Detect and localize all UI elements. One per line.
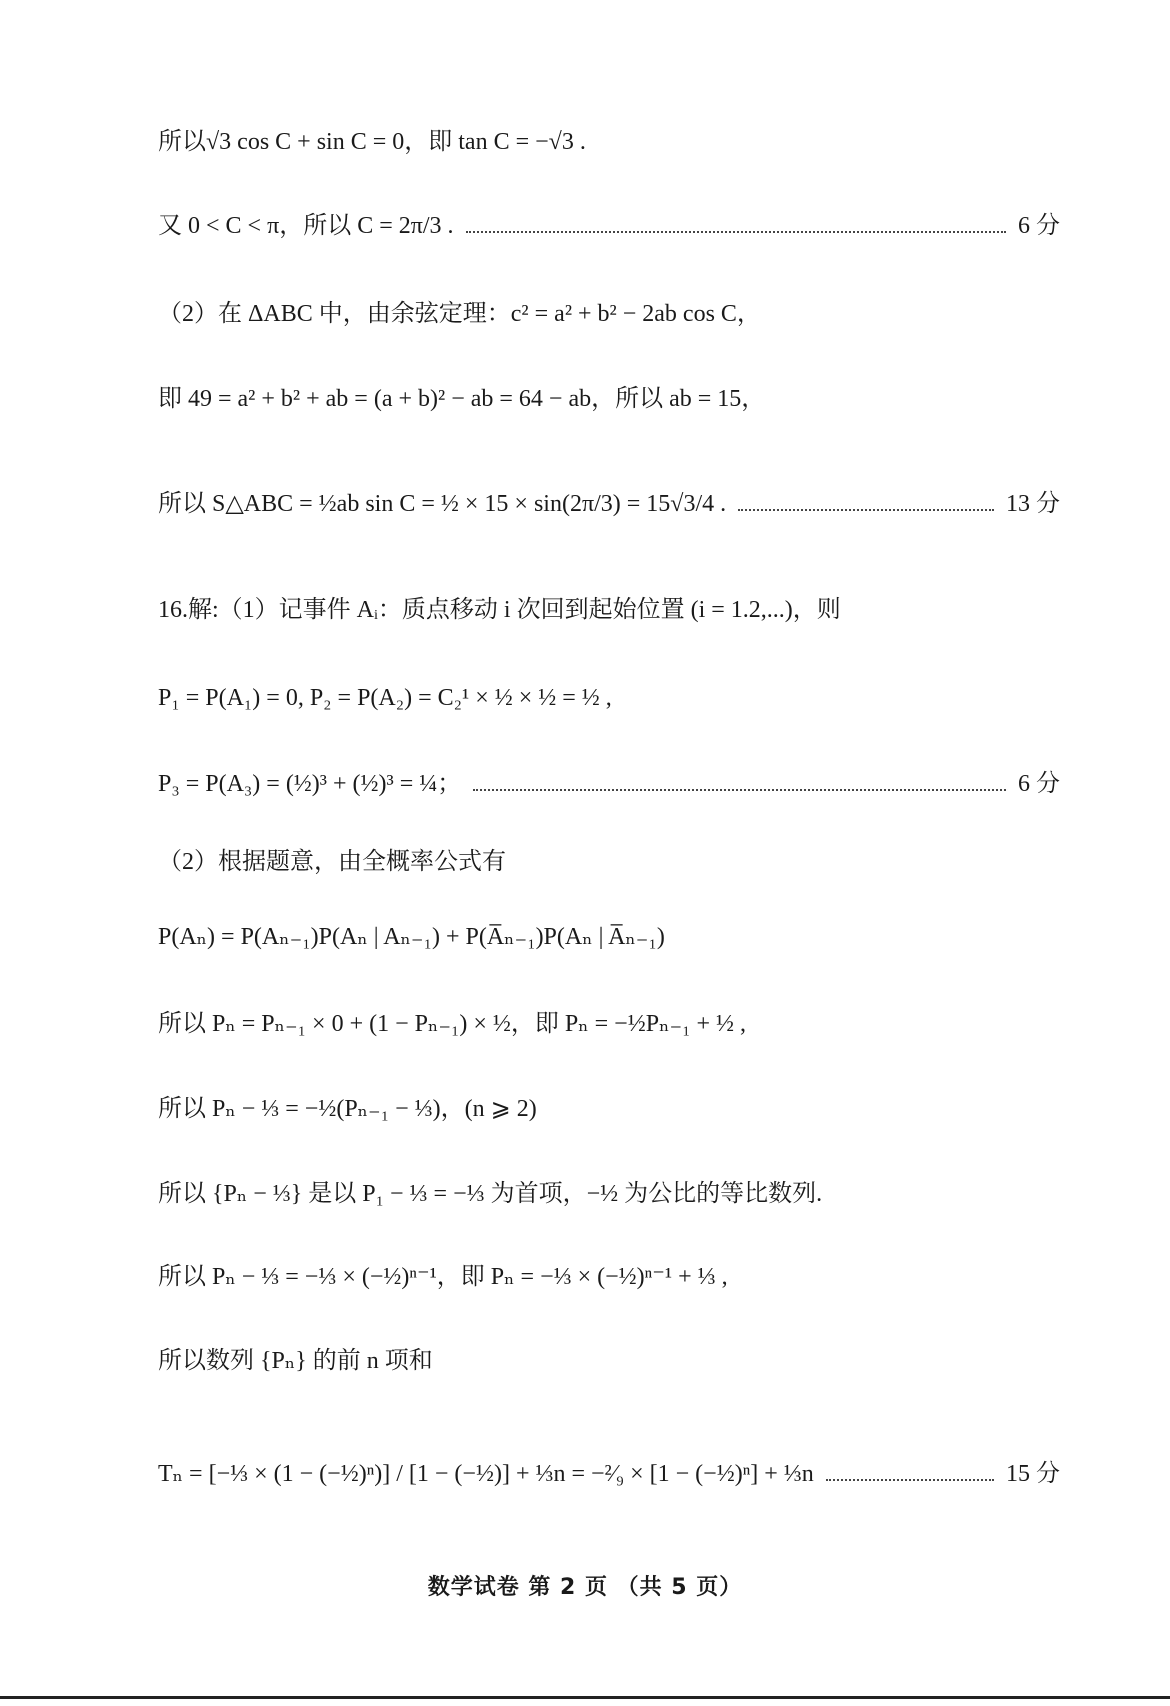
solution-line-9	[158, 848, 1060, 877]
line-text: P₁ = P(A₁) = 0, P₂ = P(A₂) = C₂¹ × ½ × ½ = ½ ,	[158, 685, 612, 711]
line-text: 又 0 < C < π，所以 C = 2π/3 .	[158, 213, 454, 239]
solution-line-11	[158, 1010, 1060, 1039]
solution-line-7	[158, 684, 1060, 713]
solution-line-13	[158, 1180, 1060, 1209]
line-text: 所以 Pₙ − ⅓ = −½(Pₙ₋₁ − ⅓)，(n ⩾ 2)	[158, 1096, 537, 1122]
line-text: 16.解:（1）记事件 Aᵢ：质点移动 i 次回到起始位置 (i = 1.2,...)，则	[158, 597, 841, 623]
line-text: 所以√3 cos C + sin C = 0，即 tan C = −√3 .	[158, 129, 586, 155]
score-label: 13 分	[1006, 491, 1060, 517]
solution-line-8	[158, 770, 1060, 799]
line-text: 所以 {Pₙ − ⅓} 是以 P₁ − ⅓ = −⅓ 为首项，−½ 为公比的等比数列.	[158, 1181, 823, 1207]
page-footer: 数学试卷 第 2 页 （共 5 页）	[427, 1575, 743, 1600]
line-text: Tₙ = [−⅓ × (1 − (−½)ⁿ)] / [1 − (−½)] + ⅓n = −²⁄₉ × [1 − (−½)ⁿ] + ⅓n	[158, 1461, 814, 1487]
line-text: 所以 S△ABC = ½ab sin C = ½ × 15 × sin(2π/3) = 15√3/4 .	[158, 491, 727, 517]
solution-line-10	[158, 923, 1060, 952]
line-text: （2）在 ΔABC 中，由余弦定理：c² = a² + b² − 2ab cos C，	[158, 301, 761, 327]
line-text: 所以 Pₙ − ⅓ = −⅓ × (−½)ⁿ⁻¹，即 Pₙ = −⅓ × (−½)ⁿ⁻¹ + ⅓ ,	[158, 1264, 728, 1290]
dotted-leader	[466, 231, 1006, 233]
line-text: 所以数列 {Pₙ} 的前 n 项和	[158, 1348, 433, 1374]
dotted-leader	[826, 1479, 994, 1481]
solution-line-2	[158, 212, 1060, 241]
solution-line-14	[158, 1263, 1060, 1292]
solution-line-6	[158, 596, 1060, 625]
solution-line-15	[158, 1347, 1060, 1376]
solution-line-16	[158, 1460, 1060, 1489]
line-text: （2）根据题意，由全概率公式有	[158, 849, 506, 875]
bottom-rule	[0, 1696, 1170, 1699]
dotted-leader	[738, 509, 994, 511]
line-text: 所以 Pₙ = Pₙ₋₁ × 0 + (1 − Pₙ₋₁) × ½，即 Pₙ = −½Pₙ₋₁ + ½ ,	[158, 1011, 747, 1037]
score-label: 6 分	[1018, 771, 1060, 797]
score-label: 15 分	[1006, 1461, 1060, 1487]
solution-line-5	[158, 490, 1060, 519]
solution-line-4	[158, 385, 1060, 414]
solution-line-12	[158, 1095, 1060, 1124]
line-text: P₃ = P(A₃) = (½)³ + (½)³ = ¼；	[158, 771, 462, 797]
solution-line-1	[158, 128, 1060, 157]
line-text: P(Aₙ) = P(Aₙ₋₁)P(Aₙ | Aₙ₋₁) + P(A̅ₙ₋₁)P(Aₙ | A̅ₙ₋₁)	[158, 924, 665, 950]
solution-line-3	[158, 300, 1060, 329]
line-text: 即 49 = a² + b² + ab = (a + b)² − ab = 64 − ab，所以 ab = 15，	[158, 386, 766, 412]
dotted-leader	[473, 789, 1006, 791]
score-label: 6 分	[1018, 213, 1060, 239]
